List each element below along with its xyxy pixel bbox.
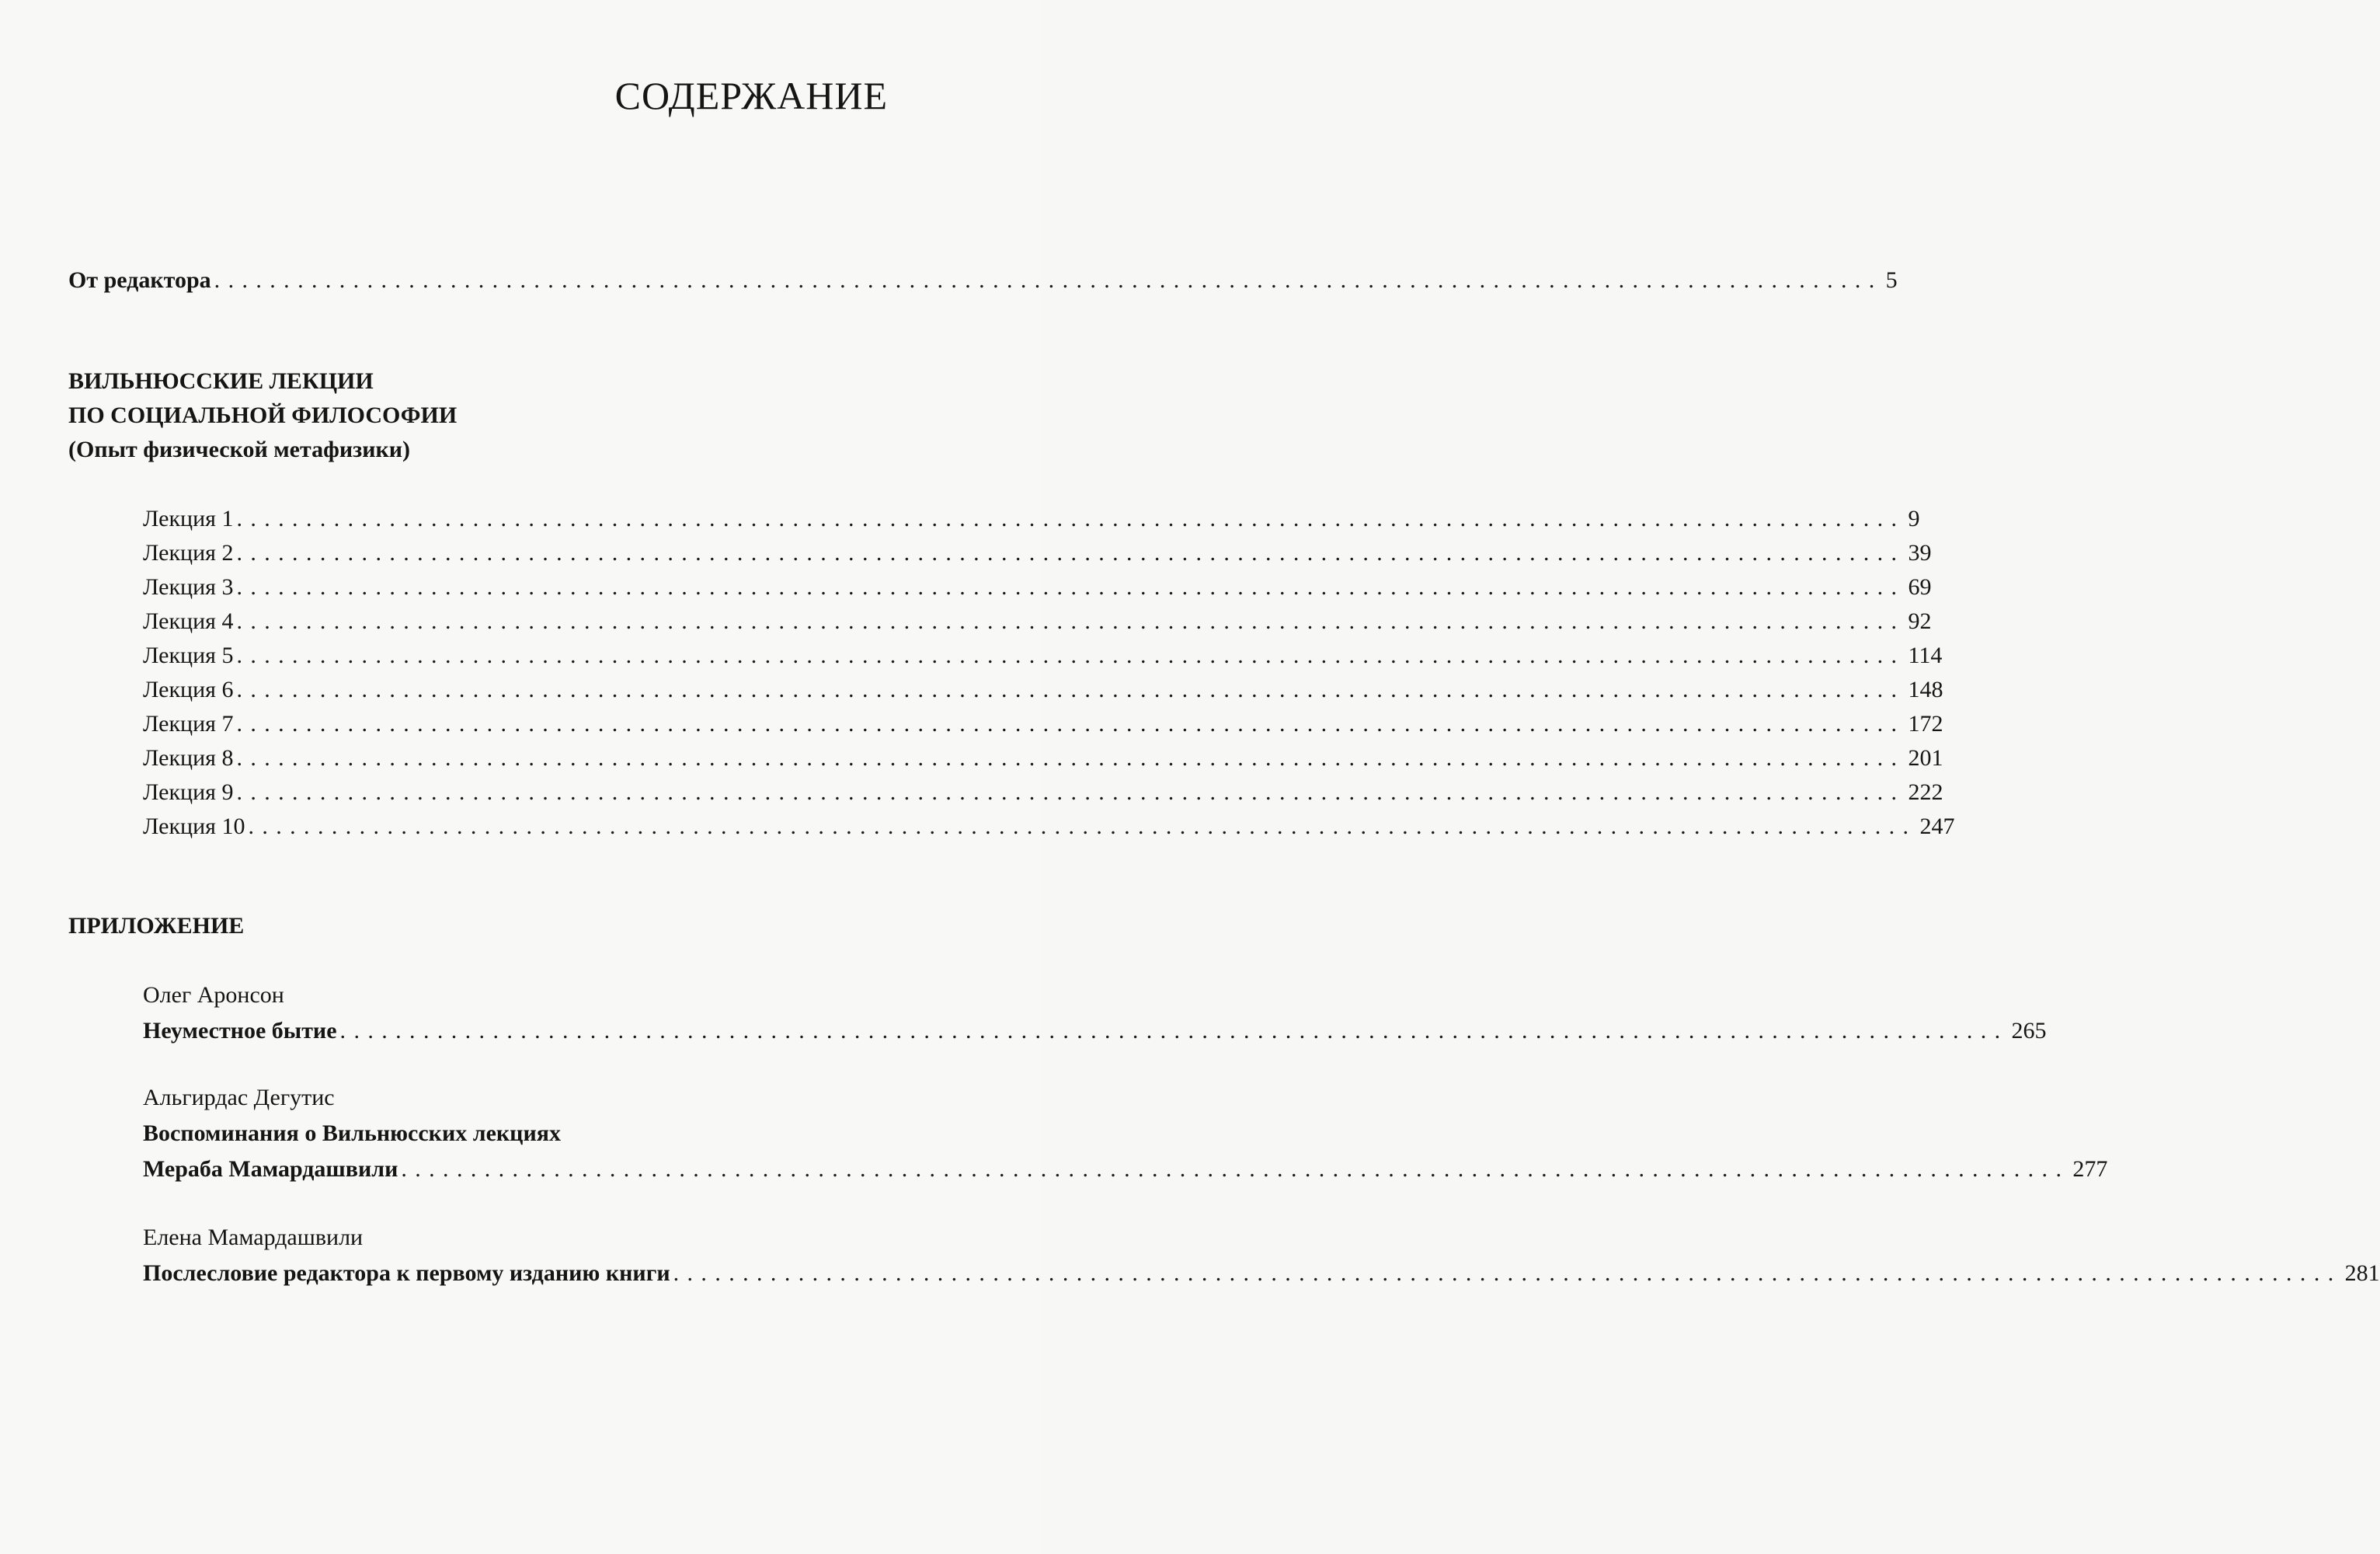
toc-page-number: 69 xyxy=(1908,574,1932,600)
toc-entry-label: Лекция 4 xyxy=(143,608,234,634)
toc-entry-label: Лекция 9 xyxy=(143,779,234,805)
toc-page-number: 277 xyxy=(2072,1156,2108,1182)
toc-entry-lecture xyxy=(143,506,1920,531)
leader-dots: ........................................................................................................................ xyxy=(236,643,1905,668)
toc-entry-lecture xyxy=(143,779,1943,805)
toc-entry-label: Лекция 7 xyxy=(143,711,234,737)
leader-dots: ........................................................................................................................ xyxy=(401,1156,2070,1182)
toc-entry-lecture xyxy=(143,711,1943,737)
toc-entry-label: Мераба Мамардашвили xyxy=(143,1156,398,1182)
toc-page-number: 9 xyxy=(1908,506,1920,531)
part1-heading-line1: ВИЛЬНЮССКИЕ ЛЕКЦИИ xyxy=(68,368,374,394)
leader-dots: ........................................................................................................................ xyxy=(236,540,1905,566)
appendix-author: Олег Аронсон xyxy=(143,982,284,1008)
toc-entry-label: Лекция 8 xyxy=(143,745,234,771)
leader-dots: ........................................................................................................................ xyxy=(236,608,1905,634)
toc-entry-lecture xyxy=(143,745,1943,771)
toc-entry-label: От редактора xyxy=(68,267,211,293)
toc-page-number: 92 xyxy=(1908,608,1932,634)
appendix-heading: ПРИЛОЖЕНИЕ xyxy=(68,913,245,939)
toc-page-number: 247 xyxy=(1919,814,1955,839)
toc-entry-label: Лекция 10 xyxy=(143,814,245,839)
toc-entry-label: Лекция 6 xyxy=(143,677,234,702)
leader-dots: ........................................................................................................................ xyxy=(673,1260,2342,1286)
toc-entry-appendix xyxy=(143,1018,2047,1044)
toc-page-number: 281 xyxy=(2344,1260,2380,1286)
toc-entry-lecture xyxy=(143,643,1943,668)
toc-entry-lecture xyxy=(143,677,1943,702)
leader-dots: ........................................................................................................................ xyxy=(236,574,1905,600)
toc-page-number: 265 xyxy=(2011,1018,2047,1044)
toc-entry-label: Лекция 1 xyxy=(143,506,234,531)
toc-entry-lecture xyxy=(143,540,1932,566)
leader-dots: ........................................................................................................................ xyxy=(236,779,1905,805)
appendix-title-line: Воспоминания о Вильнюсских лекциях xyxy=(143,1120,561,1146)
toc-page-number: 148 xyxy=(1908,677,1943,702)
toc-page-number: 114 xyxy=(1908,643,1943,668)
appendix-author: Альгирдас Дегутис xyxy=(143,1085,335,1110)
part1-subtitle: (Опыт физической метафизики) xyxy=(68,437,411,462)
toc-entry-label: Лекция 3 xyxy=(143,574,234,600)
toc-entry-lecture xyxy=(143,608,1932,634)
toc-entry-lecture xyxy=(143,814,1955,839)
toc-entry-label: Лекция 2 xyxy=(143,540,234,566)
toc-page-number: 5 xyxy=(1885,267,1898,293)
toc-entry-editor-note xyxy=(68,267,1898,293)
toc-entry-appendix xyxy=(143,1260,2380,1286)
leader-dots: ........................................................................................................................ xyxy=(214,267,1883,293)
appendix-author: Елена Мамардашвили xyxy=(143,1225,364,1250)
toc-entry-lecture xyxy=(143,574,1932,600)
leader-dots: ........................................................................................................................ xyxy=(236,745,1905,771)
toc-page-number: 39 xyxy=(1908,540,1932,566)
toc-page-number: 172 xyxy=(1908,711,1943,737)
part1-heading-line2: ПО СОЦИАЛЬНОЙ ФИЛОСОФИИ xyxy=(68,402,458,428)
toc-page-number: 201 xyxy=(1908,745,1943,771)
toc-entry-appendix xyxy=(143,1156,2108,1182)
leader-dots: ........................................................................................................................ xyxy=(248,814,1917,839)
leader-dots: ........................................................................................................................ xyxy=(236,711,1905,737)
toc-entry-label: Неуместное бытие xyxy=(143,1018,337,1044)
toc-page-number: 222 xyxy=(1908,779,1943,805)
toc-entry-label: Лекция 5 xyxy=(143,643,234,668)
toc-entry-label: Послесловие редактора к первому изданию книги xyxy=(143,1260,670,1286)
leader-dots: ........................................................................................................................ xyxy=(339,1018,2009,1044)
leader-dots: ........................................................................................................................ xyxy=(236,506,1905,531)
page-title: СОДЕРЖАНИЕ xyxy=(614,74,888,117)
leader-dots: ........................................................................................................................ xyxy=(236,677,1905,702)
